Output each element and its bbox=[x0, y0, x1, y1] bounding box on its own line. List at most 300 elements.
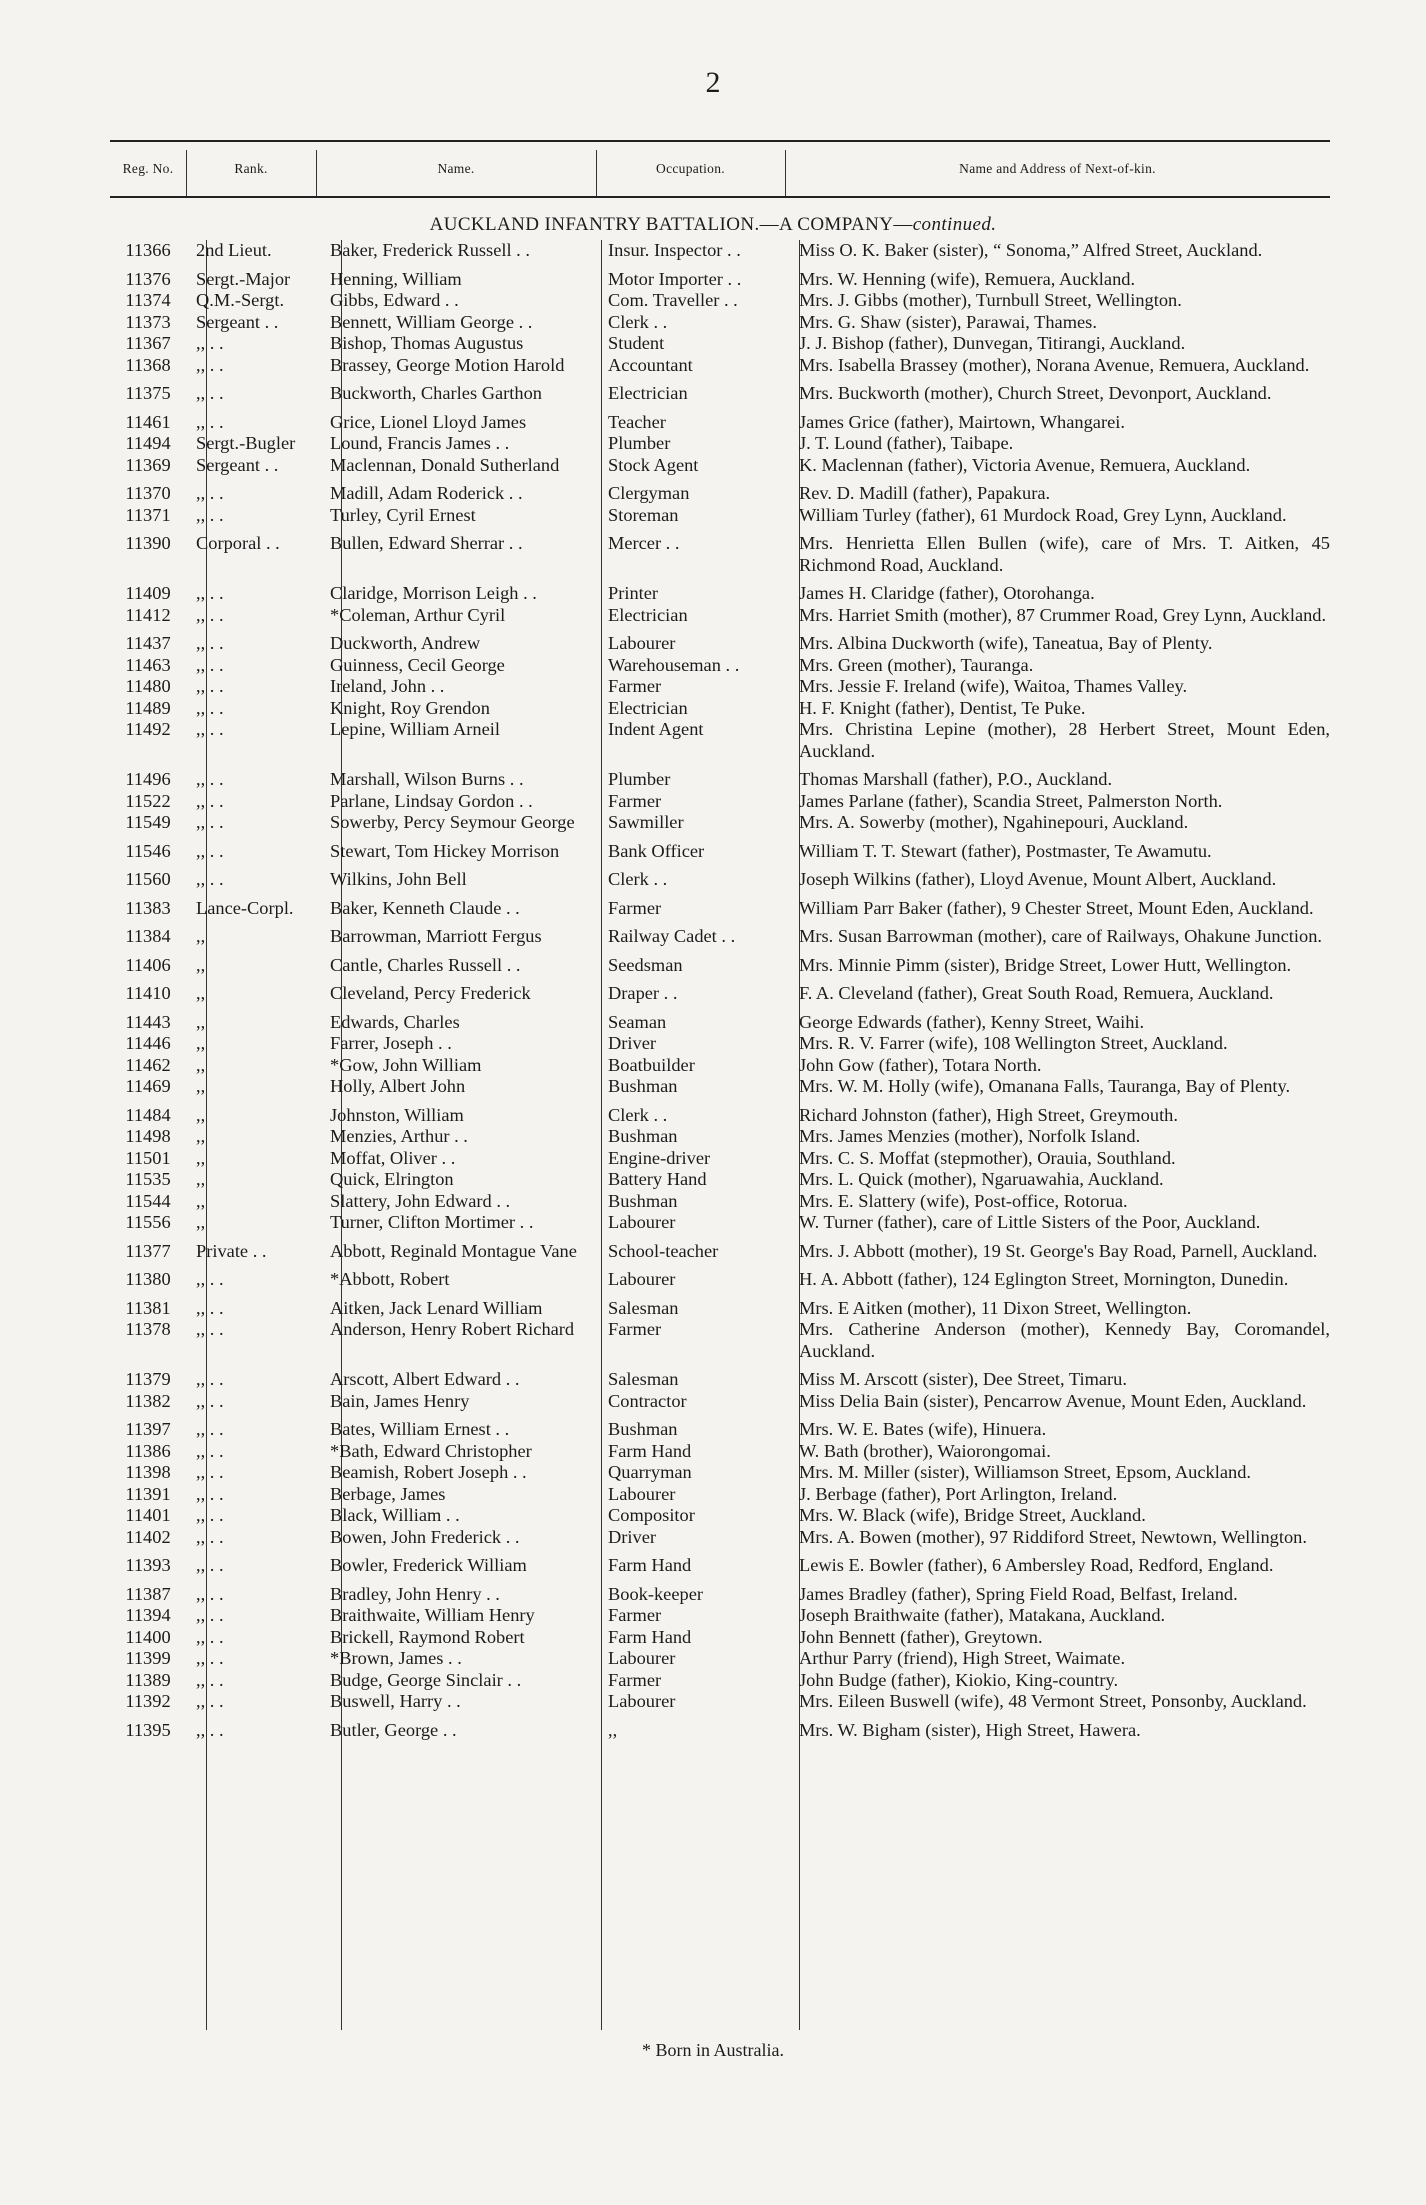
row-name: Turley, Cyril Ernest bbox=[330, 504, 476, 525]
table-row bbox=[110, 1126, 1330, 1148]
row-occupation: Printer bbox=[608, 583, 659, 603]
header-name: Name. bbox=[437, 161, 475, 176]
row-next-of-kin: Mrs. R. V. Farrer (wife), 108 Wellington Street, Auckland. bbox=[799, 1033, 1228, 1053]
row-rank: ,, . . bbox=[196, 633, 224, 653]
row-next-of-kin: John Bennett (father), Greytown. bbox=[799, 1626, 1043, 1647]
row-name: Bowler, Frederick William bbox=[330, 1555, 527, 1575]
row-occupation: Salesman bbox=[608, 1297, 679, 1318]
row-name: Sowerby, Percy Seymour George bbox=[330, 812, 575, 832]
row-occupation: School-teacher bbox=[608, 1240, 719, 1261]
row-name: Arscott, Albert Edward . . bbox=[330, 1369, 520, 1389]
header-divider bbox=[186, 150, 187, 196]
table-row bbox=[110, 583, 1330, 605]
row-occupation: Clerk . . bbox=[608, 869, 668, 889]
row-name: Aitken, Jack Lenard William bbox=[330, 1297, 543, 1318]
row-reg: 11546 bbox=[125, 840, 171, 861]
row-occupation: Seedsman bbox=[608, 954, 683, 975]
row-reg: 11544 bbox=[125, 1190, 171, 1211]
row-name: Beamish, Robert Joseph . . bbox=[330, 1462, 527, 1482]
row-name: Bullen, Edward Sherrar . . bbox=[330, 533, 523, 553]
row-occupation: Clerk . . bbox=[608, 1104, 668, 1125]
row-rank: ,, . . bbox=[196, 354, 224, 375]
row-reg: 11560 bbox=[125, 869, 171, 889]
row-next-of-kin: Miss M. Arscott (sister), Dee Street, Timaru. bbox=[799, 1369, 1127, 1389]
row-name: Holly, Albert John bbox=[330, 1076, 466, 1096]
row-reg: 11489 bbox=[125, 697, 171, 718]
row-next-of-kin: William T. T. Stewart (father), Postmaster, Te Awamutu. bbox=[799, 840, 1212, 861]
row-occupation: Labourer bbox=[608, 1648, 676, 1668]
row-name: Henning, William bbox=[330, 268, 462, 289]
row-next-of-kin: Thomas Marshall (father), P.O., Auckland. bbox=[799, 769, 1113, 789]
row-occupation: Farm Hand bbox=[608, 1440, 692, 1461]
row-reg: 11494 bbox=[125, 433, 171, 453]
row-occupation: Bushman bbox=[608, 1419, 678, 1439]
row-occupation: Contractor bbox=[608, 1390, 687, 1411]
table-row bbox=[110, 719, 1330, 762]
table-row bbox=[110, 1555, 1330, 1577]
row-occupation: Labourer bbox=[608, 1212, 676, 1232]
row-occupation: Quarryman bbox=[608, 1462, 692, 1482]
row-rank: ,, . . bbox=[196, 1483, 224, 1504]
row-occupation: Farmer bbox=[608, 1669, 662, 1690]
row-occupation: Com. Traveller . . bbox=[608, 290, 738, 310]
row-occupation: Bank Officer bbox=[608, 840, 705, 861]
table-row bbox=[110, 290, 1330, 312]
row-name: Slattery, John Edward . . bbox=[330, 1190, 511, 1211]
row-reg: 11463 bbox=[125, 654, 171, 675]
row-next-of-kin: Miss O. K. Baker (sister), “ Sonoma,” Alfred Street, Auckland. bbox=[799, 240, 1263, 260]
header-divider bbox=[596, 150, 597, 196]
row-rank: ,, . . bbox=[196, 333, 224, 353]
row-rank: ,, . . bbox=[196, 676, 224, 696]
row-reg: 11384 bbox=[125, 926, 171, 946]
row-next-of-kin: Mrs. E Aitken (mother), 11 Dixon Street, Wellington. bbox=[799, 1297, 1192, 1318]
table-row bbox=[110, 769, 1330, 791]
row-name: Brassey, George Motion Harold bbox=[330, 354, 565, 375]
table-row bbox=[110, 1169, 1330, 1191]
row-name: *Bath, Edward Christopher bbox=[330, 1440, 532, 1461]
row-next-of-kin: Mrs. W. E. Bates (wife), Hinuera. bbox=[799, 1419, 1047, 1439]
row-name: Anderson, Henry Robert Richard bbox=[330, 1319, 575, 1339]
row-next-of-kin: Mrs. Harriet Smith (mother), 87 Crummer Road, Grey Lynn, Auckland. bbox=[799, 604, 1327, 625]
row-reg: 11390 bbox=[125, 533, 171, 553]
table-row bbox=[110, 1527, 1330, 1549]
table-row bbox=[110, 926, 1330, 948]
row-reg: 11492 bbox=[125, 719, 171, 739]
row-rank: ,, . . bbox=[196, 583, 224, 603]
row-occupation: Labourer bbox=[608, 1269, 676, 1289]
row-name: Parlane, Lindsay Gordon . . bbox=[330, 790, 533, 811]
row-occupation: Boatbuilder bbox=[608, 1054, 695, 1075]
table-row bbox=[110, 1584, 1330, 1606]
row-next-of-kin: Mrs. Minnie Pimm (sister), Bridge Street, Lower Hutt, Wellington. bbox=[799, 954, 1292, 975]
row-name: Cantle, Charles Russell . . bbox=[330, 954, 521, 975]
row-next-of-kin: K. Maclennan (father), Victoria Avenue, Remuera, Auckland. bbox=[799, 454, 1251, 475]
table-header bbox=[110, 140, 1330, 198]
row-name: Duckworth, Andrew bbox=[330, 633, 481, 653]
row-rank: ,, . . bbox=[196, 1555, 224, 1575]
row-next-of-kin: Mrs. A. Sowerby (mother), Ngahinepouri, Auckland. bbox=[799, 812, 1189, 832]
row-name: Guinness, Cecil George bbox=[330, 654, 505, 675]
row-name: Johnston, William bbox=[330, 1104, 464, 1125]
row-name: Bennett, William George . . bbox=[330, 311, 533, 332]
row-occupation: Bushman bbox=[608, 1076, 678, 1096]
row-occupation: Driver bbox=[608, 1033, 656, 1053]
table-row bbox=[110, 1670, 1330, 1692]
row-next-of-kin: Lewis E. Bowler (father), 6 Ambersley Road, Redford, England. bbox=[799, 1555, 1274, 1575]
table-row bbox=[110, 1648, 1330, 1670]
row-occupation: Student bbox=[608, 333, 665, 353]
row-occupation: Engine-driver bbox=[608, 1147, 711, 1168]
table-row bbox=[110, 533, 1330, 576]
section-continued: continued. bbox=[912, 214, 997, 235]
row-occupation: Farmer bbox=[608, 676, 662, 696]
row-next-of-kin: Mrs. C. S. Moffat (stepmother), Orauia, Southland. bbox=[799, 1147, 1176, 1168]
row-rank: Sergeant . . bbox=[196, 311, 279, 332]
row-name: Menzies, Arthur . . bbox=[330, 1126, 468, 1146]
table-row bbox=[110, 698, 1330, 720]
table-row bbox=[110, 455, 1330, 477]
row-rank: ,, . . bbox=[196, 1626, 224, 1647]
row-reg: 11378 bbox=[125, 1319, 171, 1339]
table-row bbox=[110, 1298, 1330, 1320]
row-rank: ,, . . bbox=[196, 869, 224, 889]
row-next-of-kin: James Bradley (father), Spring Field Road, Belfast, Ireland. bbox=[799, 1583, 1238, 1604]
table-row bbox=[110, 1241, 1330, 1263]
row-name: Claridge, Morrison Leigh . . bbox=[330, 583, 537, 603]
row-rank: ,, . . bbox=[196, 1719, 224, 1740]
row-next-of-kin: Mrs. Albina Duckworth (wife), Taneatua, Bay of Plenty. bbox=[799, 633, 1213, 653]
row-next-of-kin: Mrs. Buckworth (mother), Church Street, Devonport, Auckland. bbox=[799, 383, 1272, 403]
row-next-of-kin: Mrs. W. Bigham (sister), High Street, Hawera. bbox=[799, 1719, 1141, 1740]
row-reg: 11406 bbox=[125, 954, 171, 975]
row-occupation: Teacher bbox=[608, 411, 666, 432]
table-row bbox=[110, 633, 1330, 655]
row-name: Turner, Clifton Mortimer . . bbox=[330, 1212, 534, 1232]
row-occupation: Electrician bbox=[608, 383, 688, 403]
header-next-of-kin: Name and Address of Next-of-kin. bbox=[959, 161, 1156, 176]
row-occupation: Seaman bbox=[608, 1011, 667, 1032]
row-rank: ,, . . bbox=[196, 1269, 224, 1289]
row-next-of-kin: Mrs. Catherine Anderson (mother), Kennedy Bay, Coromandel, Auckland. bbox=[799, 1319, 1330, 1361]
table-row bbox=[110, 240, 1330, 262]
row-occupation: Sawmiller bbox=[608, 812, 684, 832]
row-reg: 11556 bbox=[125, 1212, 171, 1232]
row-occupation: Labourer bbox=[608, 633, 676, 653]
table-row bbox=[110, 1441, 1330, 1463]
row-rank: Q.M.-Sergt. bbox=[196, 290, 285, 310]
row-name: *Coleman, Arthur Cyril bbox=[330, 604, 506, 625]
row-reg: 11498 bbox=[125, 1126, 171, 1146]
row-next-of-kin: Richard Johnston (father), High Street, Greymouth. bbox=[799, 1104, 1178, 1125]
row-occupation: Electrician bbox=[608, 697, 688, 718]
row-name: Abbott, Reginald Montague Vane bbox=[330, 1240, 577, 1261]
row-reg: 11469 bbox=[125, 1076, 171, 1096]
row-reg: 11446 bbox=[125, 1033, 171, 1053]
row-reg: 11522 bbox=[125, 790, 171, 811]
table-row bbox=[110, 841, 1330, 863]
row-occupation: Storeman bbox=[608, 504, 679, 525]
table-row bbox=[110, 791, 1330, 813]
table-row bbox=[110, 333, 1330, 355]
row-next-of-kin: William Turley (father), 61 Murdock Road, Grey Lynn, Auckland. bbox=[799, 504, 1287, 525]
row-rank: ,, bbox=[196, 1147, 206, 1168]
row-occupation: Draper . . bbox=[608, 983, 678, 1003]
row-name: Edwards, Charles bbox=[330, 1011, 460, 1032]
row-next-of-kin: Miss Delia Bain (sister), Pencarrow Avenue, Mount Eden, Auckland. bbox=[799, 1390, 1307, 1411]
row-reg: 11387 bbox=[125, 1583, 171, 1604]
row-reg: 11389 bbox=[125, 1669, 171, 1690]
row-reg: 11370 bbox=[125, 483, 171, 503]
row-occupation: Stock Agent bbox=[608, 454, 699, 475]
row-rank: ,, . . bbox=[196, 1583, 224, 1604]
table-row bbox=[110, 983, 1330, 1005]
row-next-of-kin: Joseph Braithwaite (father), Matakana, Auckland. bbox=[799, 1605, 1166, 1625]
table-row bbox=[110, 605, 1330, 627]
row-rank: 2nd Lieut. bbox=[196, 240, 272, 260]
row-name: Barrowman, Marriott Fergus bbox=[330, 926, 542, 946]
row-name: *Brown, James . . bbox=[330, 1648, 462, 1668]
row-next-of-kin: Mrs. Green (mother), Tauranga. bbox=[799, 654, 1034, 675]
table-row bbox=[110, 1391, 1330, 1413]
row-rank: ,, . . bbox=[196, 769, 224, 789]
row-rank: ,, . . bbox=[196, 411, 224, 432]
row-reg: 11393 bbox=[125, 1555, 171, 1575]
header-divider bbox=[316, 150, 317, 196]
table-row bbox=[110, 676, 1330, 698]
row-reg: 11437 bbox=[125, 633, 171, 653]
row-rank: ,, . . bbox=[196, 504, 224, 525]
row-occupation: Book-keeper bbox=[608, 1583, 703, 1604]
row-reg: 11367 bbox=[125, 333, 171, 353]
row-name: Baker, Frederick Russell . . bbox=[330, 240, 530, 260]
row-rank: ,, bbox=[196, 1169, 206, 1189]
row-next-of-kin: Mrs. A. Bowen (mother), 97 Riddiford Street, Newtown, Wellington. bbox=[799, 1526, 1307, 1547]
row-next-of-kin: John Gow (father), Totara North. bbox=[799, 1054, 1042, 1075]
row-rank: ,, . . bbox=[196, 1462, 224, 1482]
row-next-of-kin: William Parr Baker (father), 9 Chester Street, Mount Eden, Auckland. bbox=[799, 897, 1314, 918]
section-title bbox=[0, 214, 1426, 236]
row-reg: 11376 bbox=[125, 268, 171, 289]
row-reg: 11380 bbox=[125, 1269, 171, 1289]
row-next-of-kin: Mrs. W. Henning (wife), Remuera, Auckland. bbox=[799, 268, 1136, 289]
row-next-of-kin: Mrs. Christina Lepine (mother), 28 Herbert Street, Mount Eden, Auckland. bbox=[799, 719, 1330, 761]
row-reg: 11412 bbox=[125, 604, 171, 625]
table-row bbox=[110, 1691, 1330, 1713]
row-rank: ,, bbox=[196, 1104, 206, 1125]
table-row bbox=[110, 869, 1330, 891]
row-next-of-kin: John Budge (father), Kiokio, King-country. bbox=[799, 1669, 1119, 1690]
row-reg: 11484 bbox=[125, 1104, 171, 1125]
row-occupation: Driver bbox=[608, 1526, 656, 1547]
row-reg: 11402 bbox=[125, 1526, 171, 1547]
row-rank: ,, . . bbox=[196, 1419, 224, 1439]
row-reg: 11549 bbox=[125, 812, 171, 832]
row-name: Stewart, Tom Hickey Morrison bbox=[330, 840, 560, 861]
row-name: Madill, Adam Roderick . . bbox=[330, 483, 523, 503]
row-reg: 11382 bbox=[125, 1390, 171, 1411]
table-row bbox=[110, 1627, 1330, 1649]
row-rank: ,, . . bbox=[196, 1369, 224, 1389]
row-rank: ,, . . bbox=[196, 604, 224, 625]
table-row bbox=[110, 483, 1330, 505]
row-name: Buswell, Harry . . bbox=[330, 1691, 461, 1711]
row-reg: 11394 bbox=[125, 1605, 171, 1625]
table-row bbox=[110, 655, 1330, 677]
row-rank: Sergeant . . bbox=[196, 454, 279, 475]
row-reg: 11392 bbox=[125, 1691, 171, 1711]
header-divider bbox=[785, 150, 786, 196]
table-row bbox=[110, 1269, 1330, 1291]
row-rank: ,, . . bbox=[196, 812, 224, 832]
row-reg: 11383 bbox=[125, 897, 171, 918]
row-rank: Corporal . . bbox=[196, 533, 280, 553]
row-reg: 11381 bbox=[125, 1297, 171, 1318]
table-row bbox=[110, 1462, 1330, 1484]
row-reg: 11377 bbox=[125, 1240, 171, 1261]
row-rank: ,, . . bbox=[196, 840, 224, 861]
row-next-of-kin: Mrs. M. Miller (sister), Williamson Street, Epsom, Auckland. bbox=[799, 1462, 1251, 1482]
row-rank: Sergt.-Bugler bbox=[196, 433, 296, 453]
row-rank: ,, . . bbox=[196, 1526, 224, 1547]
row-occupation: Labourer bbox=[608, 1483, 676, 1504]
row-rank: ,, . . bbox=[196, 1297, 224, 1318]
row-next-of-kin: Mrs. W. M. Holly (wife), Omanana Falls, Tauranga, Bay of Plenty. bbox=[799, 1076, 1291, 1096]
row-reg: 11409 bbox=[125, 583, 171, 603]
row-rank: ,, . . bbox=[196, 697, 224, 718]
row-name: Buckworth, Charles Garthon bbox=[330, 383, 542, 403]
row-occupation: Bushman bbox=[608, 1126, 678, 1146]
row-reg: 11480 bbox=[125, 676, 171, 696]
table-row bbox=[110, 1319, 1330, 1362]
row-occupation: Farmer bbox=[608, 1319, 662, 1339]
table-row bbox=[110, 1720, 1330, 1742]
row-occupation: Accountant bbox=[608, 354, 693, 375]
row-rank: ,, . . bbox=[196, 790, 224, 811]
table-row bbox=[110, 269, 1330, 291]
row-rank: ,, bbox=[196, 983, 206, 1003]
row-occupation: Labourer bbox=[608, 1691, 676, 1711]
row-occupation: Indent Agent bbox=[608, 719, 704, 739]
roll-table bbox=[110, 240, 1330, 1741]
row-reg: 11398 bbox=[125, 1462, 171, 1482]
row-next-of-kin: W. Turner (father), care of Little Sisters of the Poor, Auckland. bbox=[799, 1212, 1261, 1232]
table-row bbox=[110, 898, 1330, 920]
row-occupation: ,, bbox=[608, 1719, 618, 1740]
table-row bbox=[110, 955, 1330, 977]
row-name: Ireland, John . . bbox=[330, 676, 445, 696]
row-rank: ,, . . bbox=[196, 1648, 224, 1668]
row-reg: 11400 bbox=[125, 1626, 171, 1647]
row-occupation: Bushman bbox=[608, 1190, 678, 1211]
table-row bbox=[110, 433, 1330, 455]
row-name: Brickell, Raymond Robert bbox=[330, 1626, 525, 1647]
row-reg: 11399 bbox=[125, 1648, 171, 1668]
table-row bbox=[110, 1076, 1330, 1098]
row-occupation: Farmer bbox=[608, 897, 662, 918]
row-next-of-kin: Mrs. W. Black (wife), Bridge Street, Auckland. bbox=[799, 1505, 1146, 1525]
row-rank: ,, . . bbox=[196, 1605, 224, 1625]
row-reg: 11391 bbox=[125, 1483, 171, 1504]
row-rank: ,, . . bbox=[196, 1691, 224, 1711]
row-rank: ,, bbox=[196, 1126, 206, 1146]
row-name: Gibbs, Edward . . bbox=[330, 290, 459, 310]
row-reg: 11368 bbox=[125, 354, 171, 375]
row-reg: 11397 bbox=[125, 1419, 171, 1439]
row-reg: 11374 bbox=[125, 290, 171, 310]
row-name: Budge, George Sinclair . . bbox=[330, 1669, 522, 1690]
row-name: Lepine, William Arneil bbox=[330, 719, 501, 739]
row-name: Cleveland, Percy Frederick bbox=[330, 983, 531, 1003]
row-reg: 11373 bbox=[125, 311, 171, 332]
row-reg: 11375 bbox=[125, 383, 171, 403]
row-next-of-kin: Mrs. E. Slattery (wife), Post-office, Rotorua. bbox=[799, 1190, 1128, 1211]
row-name: Braithwaite, William Henry bbox=[330, 1605, 535, 1625]
row-reg: 11496 bbox=[125, 769, 171, 789]
table-row bbox=[110, 1055, 1330, 1077]
table-row bbox=[110, 1033, 1330, 1055]
row-name: Bates, William Ernest . . bbox=[330, 1419, 510, 1439]
row-name: *Abbott, Robert bbox=[330, 1269, 450, 1289]
row-occupation: Compositor bbox=[608, 1505, 695, 1525]
row-reg: 11501 bbox=[125, 1147, 171, 1168]
page-number: 2 bbox=[705, 66, 721, 99]
row-rank: ,, . . bbox=[196, 654, 224, 675]
row-occupation: Motor Importer . . bbox=[608, 268, 742, 289]
row-next-of-kin: James Parlane (father), Scandia Street, Palmerston North. bbox=[799, 790, 1223, 811]
row-rank: ,, . . bbox=[196, 383, 224, 403]
row-next-of-kin: J. T. Lound (father), Taibape. bbox=[799, 433, 1014, 453]
row-rank: Sergt.-Major bbox=[196, 268, 291, 289]
row-occupation: Battery Hand bbox=[608, 1169, 707, 1189]
row-occupation: Plumber bbox=[608, 433, 671, 453]
row-name: Quick, Elrington bbox=[330, 1169, 454, 1189]
row-reg: 11395 bbox=[125, 1719, 171, 1740]
row-rank: ,, bbox=[196, 926, 206, 946]
row-occupation: Plumber bbox=[608, 769, 671, 789]
row-next-of-kin: James H. Claridge (father), Otorohanga. bbox=[799, 583, 1095, 603]
row-reg: 11366 bbox=[125, 240, 171, 260]
row-name: Baker, Kenneth Claude . . bbox=[330, 897, 520, 918]
row-next-of-kin: Joseph Wilkins (father), Lloyd Avenue, Mount Albert, Auckland. bbox=[799, 869, 1277, 889]
row-rank: ,, . . bbox=[196, 1390, 224, 1411]
row-rank: Private . . bbox=[196, 1240, 267, 1261]
table-row bbox=[110, 1505, 1330, 1527]
row-reg: 11371 bbox=[125, 504, 171, 525]
row-rank: ,, bbox=[196, 1033, 206, 1053]
row-next-of-kin: George Edwards (father), Kenny Street, Waihi. bbox=[799, 1011, 1145, 1032]
header-occupation: Occupation. bbox=[656, 161, 725, 176]
row-next-of-kin: Mrs. J. Abbott (mother), 19 St. George's Bay Road, Parnell, Auckland. bbox=[799, 1240, 1318, 1261]
row-name: Farrer, Joseph . . bbox=[330, 1033, 452, 1053]
row-name: Bain, James Henry bbox=[330, 1390, 470, 1411]
row-name: Knight, Roy Grendon bbox=[330, 697, 490, 718]
row-name: Bowen, John Frederick . . bbox=[330, 1526, 520, 1547]
row-next-of-kin: J. J. Bishop (father), Dunvegan, Titirangi, Auckland. bbox=[799, 333, 1186, 353]
row-next-of-kin: Mrs. James Menzies (mother), Norfolk Island. bbox=[799, 1126, 1141, 1146]
table-row bbox=[110, 1369, 1330, 1391]
row-occupation: Farmer bbox=[608, 1605, 662, 1625]
table-row bbox=[110, 812, 1330, 834]
row-name: Bradley, John Henry . . bbox=[330, 1583, 500, 1604]
row-rank: ,, bbox=[196, 1076, 206, 1096]
row-reg: 11535 bbox=[125, 1169, 171, 1189]
row-next-of-kin: H. A. Abbott (father), 124 Eglington Street, Mornington, Dunedin. bbox=[799, 1269, 1289, 1289]
row-reg: 11401 bbox=[125, 1505, 171, 1525]
row-reg: 11379 bbox=[125, 1369, 171, 1389]
row-rank: ,, bbox=[196, 1054, 206, 1075]
row-next-of-kin: Mrs. G. Shaw (sister), Parawai, Thames. bbox=[799, 311, 1097, 332]
